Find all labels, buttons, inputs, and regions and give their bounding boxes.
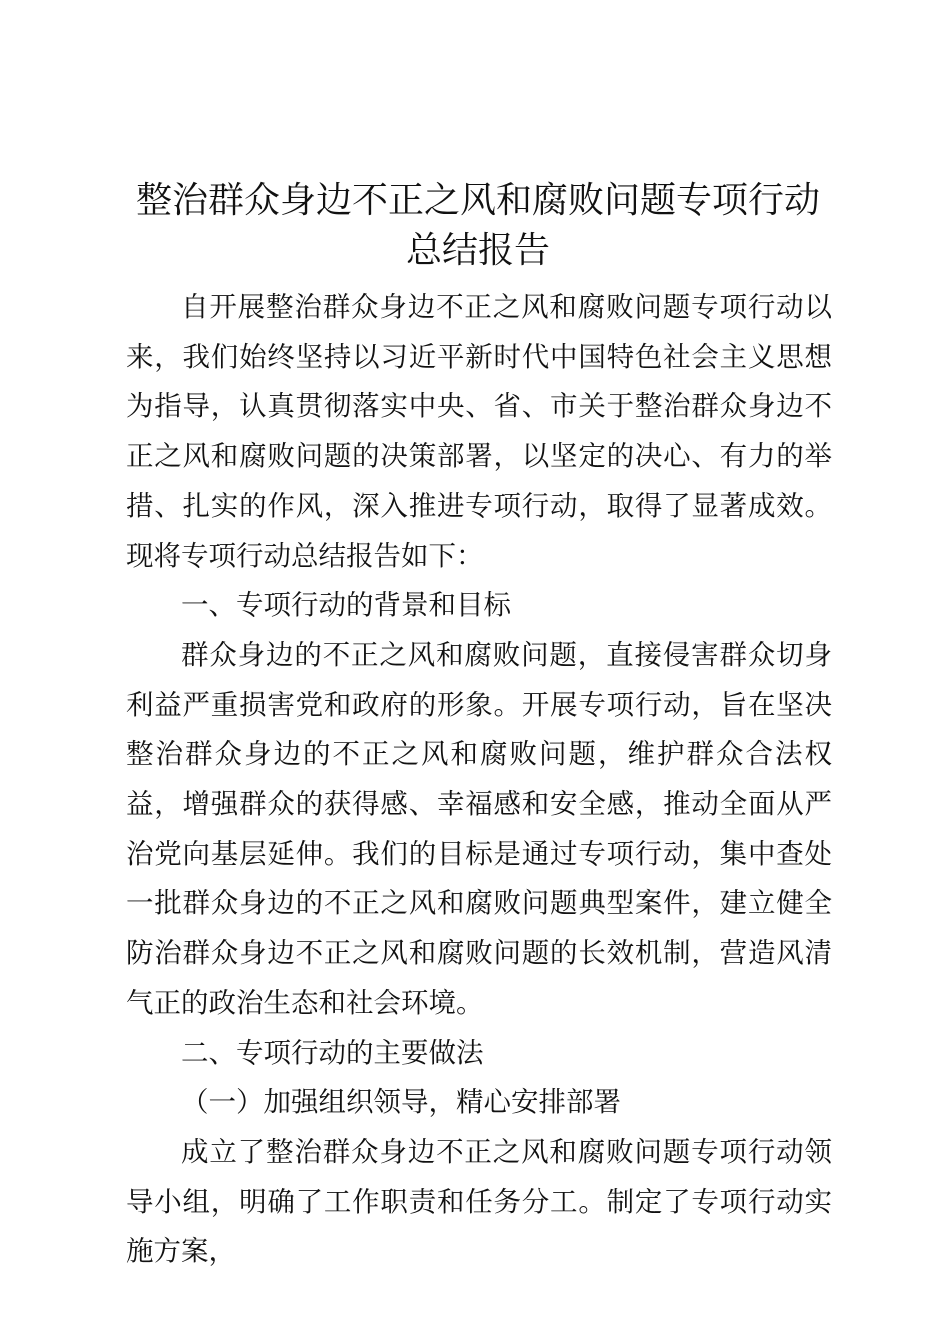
paragraph-leadership: 成立了整治群众身边不正之风和腐败问题专项行动领导小组，明确了工作职责和任务分工。制定了专项行动实施方案， xyxy=(126,1135,832,1268)
document-title: 整治群众身边不正之风和腐败问题专项行动总结报告 xyxy=(135,180,820,271)
subsection-heading-leadership: （一）加强组织领导，精心安排部署 xyxy=(181,1086,621,1119)
paragraph-intro: 自开展整治群众身边不正之风和腐败问题专项行动以来，我们始终坚持以习近平新时代中国特色社会主义思想为指导，认真贯彻落实中央、省、市关于整治群众身边不正之风和腐败问题的决策部署，以坚定的决心、有力的举措、扎实的作风，深入推进专项行动，取得了显著成效。现将专项行动总结报告如下： xyxy=(126,291,832,572)
section-heading-measures: 二、专项行动的主要做法 xyxy=(181,1036,484,1069)
document-body xyxy=(126,283,832,1277)
section-heading-background: 一、专项行动的背景和目标 xyxy=(181,589,511,622)
paragraph-background: 群众身边的不正之风和腐败问题，直接侵害群众切身利益严重损害党和政府的形象。开展专项行动，旨在坚决整治群众身边的不正之风和腐败问题，维护群众合法权益，增强群众的获得感、幸福感和安全感，推动全面从严治党向基层延伸。我们的目标是通过专项行动，集中查处一批群众身边的不正之风和腐败问题典型案件，建立健全防治群众身边不正之风和腐败问题的长效机制，营造风清气正的政治生态和社会环境。 xyxy=(126,638,832,1019)
